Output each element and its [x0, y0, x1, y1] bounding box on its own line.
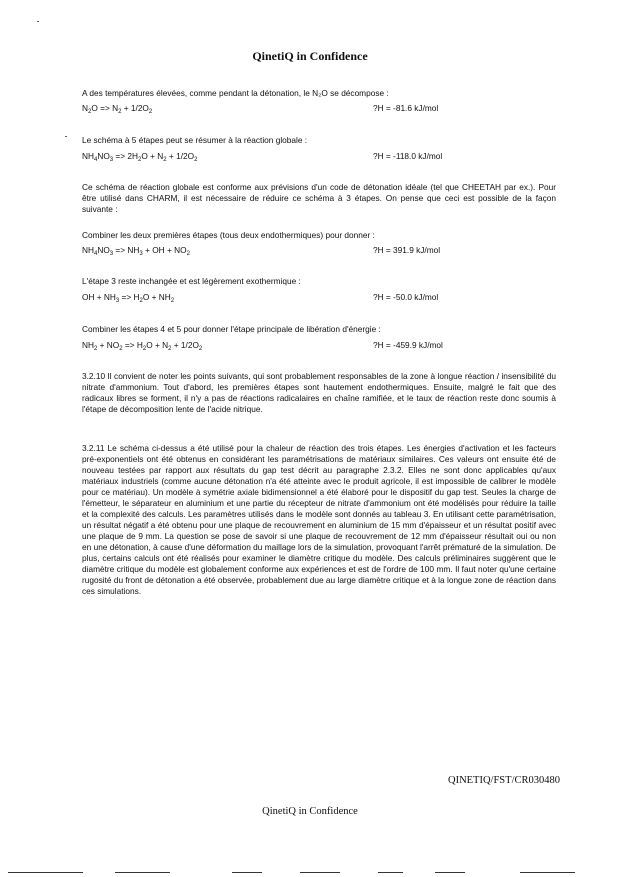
scan-speck: [65, 136, 67, 137]
scan-edge-mark: [378, 872, 403, 873]
paragraph-combine-steps-4-5: Combiner les étapes 4 et 5 pour donner l'étape principale de libération d'énergie :: [82, 324, 381, 335]
paragraph-step-3: L'étape 3 reste inchangée et est légèrement exothermique :: [82, 276, 301, 287]
page-footer: QinetiQ in Confidence: [262, 806, 358, 817]
paragraph-high-temperature: A des températures élevées, comme pendant la détonation, le N₂O se décompose :: [82, 88, 389, 99]
scan-edge-mark: [115, 872, 170, 873]
equation-formula: $N_2O => N_2 + 1/2O_2$: [82, 103, 153, 115]
document-reference: QINETIQ/FST/CR030480: [447, 775, 560, 786]
equation-enthalpy: ?H = -459.9 kJ/mol: [373, 340, 443, 350]
equation-n2o-decomposition: [82, 102, 556, 114]
paragraph-five-step-scheme: Le schéma à 5 étapes peut se résumer à la réaction globale :: [82, 135, 308, 146]
equation-formula: $NH_2 + NO_2 => H_2O + N_2 + 1/2O_2$: [82, 340, 203, 352]
equation-step-3: [82, 291, 556, 303]
equation-combined-steps-4-5: [82, 339, 556, 351]
paragraph-3-2-10: 3.2.10 Il convient de noter les points suivants, qui sont probablement responsables de la zone à longue réaction / insensibilité du nitrate d'ammonium. Tout d'abord, les premières étapes sont hautement endothermiques. Ensuite, malgré le fait que des radicaux libres se forment, il n'y a pas de réactions radicalaires en chaîne ramifiée, et le taux de réaction reste donc soumis à l'étape de décomposition lente de l'acide nitrique.: [82, 371, 556, 415]
scan-edge-mark: [8, 872, 83, 873]
paragraph-combine-steps-1-2: Combiner les deux premières étapes (tous deux endothermiques) pour donner :: [82, 230, 375, 241]
scan-edge-mark: [300, 872, 340, 873]
equation-combined-steps-1-2: [82, 244, 556, 256]
scan-edge-mark: [435, 872, 465, 873]
equation-formula: $NH_4NO_3 => NH_3$ + OH + $NO_2$: [82, 245, 190, 257]
paragraph-global-scheme: Ce schéma de réaction globale est conforme aux prévisions d'un code de détonation idéale (tel que CHEETAH par ex.). Pour être utilisé dans CHARM, il est nécessaire de réduire ce schéma à 3 étapes. On pense que ceci est possible de la façon suivante :: [82, 182, 556, 215]
page-header: QinetiQ in Confidence: [252, 49, 368, 63]
equation-enthalpy: ?H = -50.0 kJ/mol: [373, 292, 439, 302]
paragraph-3-2-11: 3.2.11 Le schéma ci-dessus a été utilisé pour la chaleur de réaction des trois étapes. Les énergies d'activation et les facteurs pré-exponentiels ont été obtenus en considérant les paramétrisations de matériaux similaires. Ces valeurs ont ensuite été de nouveau testées par rapport aux résultats du gap test décrit au paragraphe 2.3.2. Elles ne sont donc applicables qu'aux matériaux industriels (comme aucune détonation n'a été atteinte avec le produit agricole, il est impossible de calibrer le modèle pour ce matériau). Un modèle à symétrie axiale bidimensionnel a été élaboré pour le dispositif du gap test. Seules la charge de l'émetteur, le séparateur en aluminium et une partie du récepteur de nitrate d'ammonium ont été modélisés pour réduire la taille et la complexité des calculs. Les paramètres utilisés dans le modèle sont donnés au tableau 3. En utilisant cette paramétrisation, un résultat négatif a été obtenu pour une plaque de recouvrement en aluminium de 15 mm d'épaisseur et un résultat positif avec une plaque de 9 mm. La question se pose de savoir si une plaque de recouvrement de 12 mm d'épaisseur résultait oui ou non en une détonation, à cause d'une déformation du maillage lors de la simulation, provoquant l'arrêt prématuré de la simulation. De plus, certains calculs ont été réalisés pour examiner le diamètre critique du modèle. Des calculs préliminaires suggèrent que le diamètre critique du modèle est globalement conforme aux expériences et est de l'ordre de 100 mm. Il faut noter qu'une certaine rugosité du front de détonation a été observée, probablement due au large diamètre critique et à la longue zone de réaction dans ces simulations.: [82, 443, 556, 597]
scan-edge-mark: [232, 872, 262, 873]
equation-formula: OH + $NH_3 => H_2O + NH_2$: [82, 292, 175, 304]
equation-enthalpy: ?H = -118.0 kJ/mol: [373, 151, 443, 161]
scan-speck: [37, 21, 39, 22]
equation-enthalpy: ?H = 391.9 kJ/mol: [373, 245, 441, 255]
equation-enthalpy: ?H = -81.6 kJ/mol: [373, 103, 439, 113]
equation-formula: $NH_4NO_3 => 2H_2O + N_2 + 1/2O_2$: [82, 151, 198, 163]
scan-edge-mark: [520, 872, 575, 873]
equation-global-reaction: [82, 150, 556, 162]
